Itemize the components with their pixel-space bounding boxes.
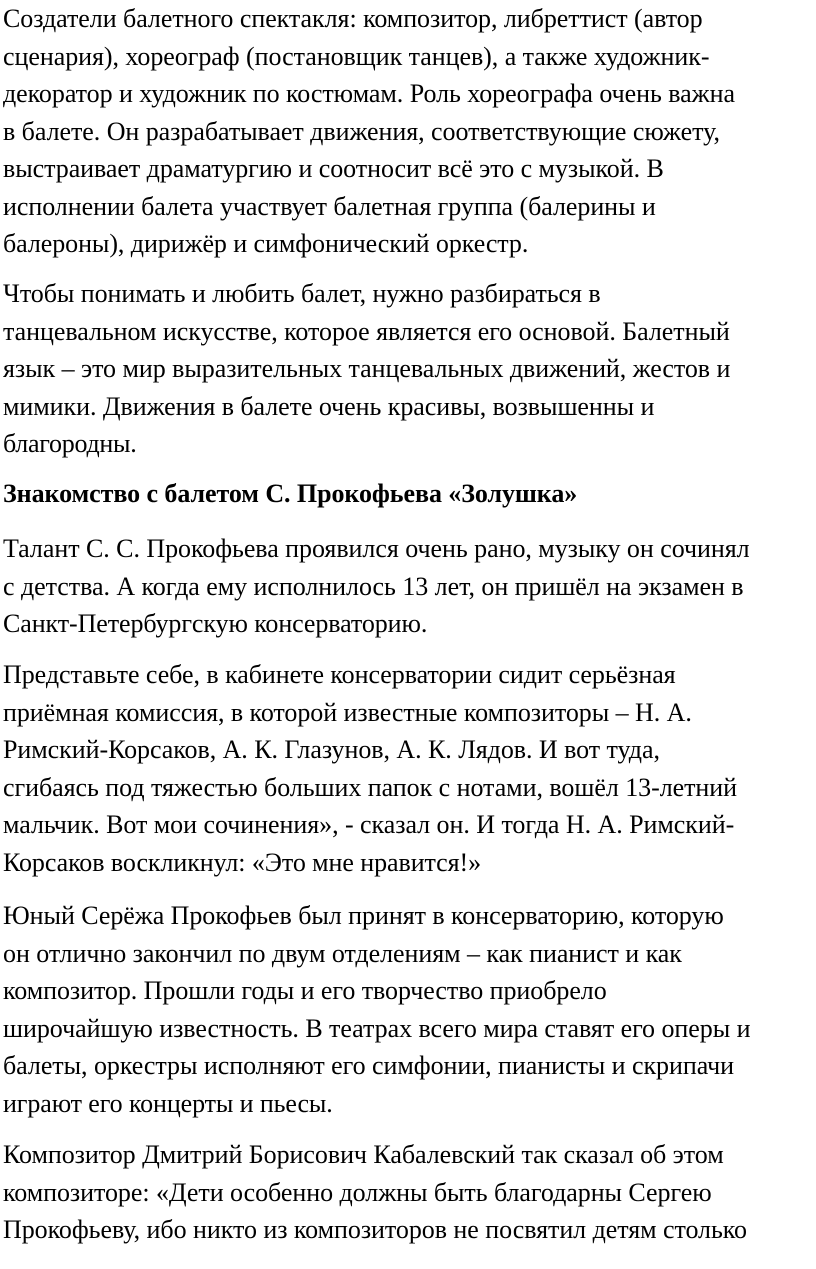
text-line: исполнении балета участвует балетная группа (балерины и — [3, 191, 656, 221]
text-line: сценария), хореограф (постановщик танцев), а также художник- — [3, 41, 710, 71]
text-line: балероны), дирижёр и симфонический оркестр. — [3, 229, 529, 258]
text-line: Санкт-Петербургскую консерваторию. — [3, 609, 428, 638]
text-line: Юный Серёжа Прокофьев был принят в консерваторию, которую — [3, 901, 724, 930]
text-line: широчайшую известность. В театрах всего мира ставят его оперы и — [3, 1013, 751, 1043]
text-line: композиторе: «Дети особенно должны быть благодарны Сергею — [3, 1177, 712, 1207]
paragraph-conservatory-exam — [3, 656, 816, 881]
paragraph-kabalevsky-quote — [3, 1136, 816, 1249]
text-line: композитор. Прошли годы и его творчество приобрело — [3, 976, 607, 1005]
text-line: Представьте себе, в кабинете консерватории сидит серьёзная — [3, 660, 676, 689]
paragraph-ballet-creators — [3, 0, 816, 263]
text-line: Корсаков воскликнул: «Это мне нравится!» — [3, 847, 482, 877]
text-line: выстраивает драматургию и соотносит всё это с музыкой. В — [3, 154, 664, 183]
text-line: мальчик. Вот мои сочинения», - сказал он. И тогда Н. А. Римский- — [3, 810, 735, 839]
paragraph-ballet-language — [3, 275, 816, 463]
text-line: сгибаясь под тяжестью больших папок с нотами, вошёл 13-летний — [3, 772, 738, 802]
text-line: Талант С. С. Прокофьева проявился очень рано, музыку он сочинял — [3, 534, 750, 563]
text-line: с детства. А когда ему исполнилось 13 лет, он пришёл на экзамен в — [3, 571, 744, 601]
text-line: мимики. Движения в балете очень красивы, возвышенны и — [3, 391, 655, 421]
text-line: декоратор и художник по костюмам. Роль хореографа очень важна — [3, 79, 735, 108]
heading-text: Знакомство с балетом С. Прокофьева «Золушка» — [3, 479, 578, 508]
text-line: Прокофьеву, ибо никто из композиторов не посвятил детям столько — [3, 1215, 748, 1244]
section-heading — [3, 475, 816, 513]
text-line: Создатели балетного спектакля: композитор, либреттист (автор — [3, 4, 703, 33]
text-line: играют его концерты и пьесы. — [3, 1088, 333, 1118]
text-line: балеты, оркестры исполняют его симфонии, пианисты и скрипачи — [3, 1051, 735, 1080]
text-line: приёмная комиссия, в которой известные композиторы – Н. А. — [3, 697, 692, 727]
paragraph-young-prokofiev — [3, 897, 816, 1122]
text-line: Римский-Корсаков, А. К. Глазунов, А. К. Лядов. И вот туда, — [3, 735, 660, 764]
text-line: язык – это мир выразительных танцевальных движений, жестов и — [3, 354, 731, 383]
text-line: благородны. — [3, 429, 137, 458]
text-line: он отлично закончил по двум отделениям – как пианист и как — [3, 938, 682, 968]
text-line: Композитор Дмитрий Борисович Кабалевский так сказал об этом — [3, 1140, 724, 1169]
paragraph-prokofiev-talent — [3, 530, 816, 643]
text-line: Чтобы понимать и любить балет, нужно разбираться в — [3, 279, 601, 308]
text-line: танцевальном искусстве, которое является его основой. Балетный — [3, 316, 730, 346]
text-line: в балете. Он разрабатывает движения, соответствующие сюжету, — [3, 116, 720, 146]
